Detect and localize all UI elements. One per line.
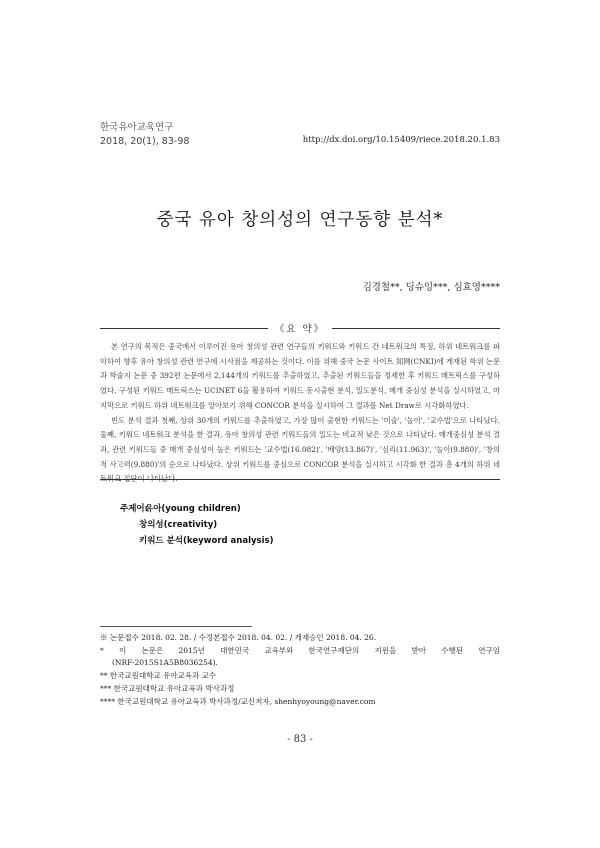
footnote-author: *** 한국교원대학교 유아교육과 박사과정 (100, 684, 235, 693)
keyword-item: 키워드 분석(keyword analysis) (139, 536, 274, 546)
footnote-dates: ※ 논문접수 2018. 02. 28. / 수정본접수 2018. 04. 02. / 게재승인 2018. 04. 26. (100, 633, 377, 642)
doi-link[interactable]: http://dx.doi.org/10.15409/riece.2018.20.1.83 (302, 135, 500, 145)
footnote-author: ** 한국교원대학교 유아교육과 교수 (100, 671, 217, 680)
journal-volume: 2018, 20(1), 83-98 (100, 136, 190, 147)
abstract-body (100, 340, 500, 487)
footnote-rule (100, 626, 252, 627)
author-list: 김경철**, 딩슈잉***, 심효영**** (362, 282, 500, 293)
footnote-funding: * 이 논문은 2015년 대한민국 교육부와 한국연구재단의 지원을 받아 수행된 연구임 (100, 646, 500, 655)
journal-info (100, 121, 189, 149)
keyword-item: 창의성(creativity) (139, 520, 218, 530)
abstract-rule-right (332, 328, 500, 329)
abstract-heading-label: 《요 약》 (274, 324, 326, 335)
abstract-paragraph: 본 연구의 목적은 중국에서 이루어진 유아 창의성 관련 연구들의 키워드와 키워드 간 네트워크의 특징, 하위 네트워크를 파악하여 향후 유아 창의성 관련 연구에 시사점을 제공하는 것이다. 이를 위해 중국 논문 사이트 知网(CNKI)에 게재된 학위 논문과 학술지 논문 중 392편 논문에서 2,144개의 키워드를 추출하였고, 추출된 키워드들을 정제한 후 키워드 매트릭스를 구성하였다. 구성된 키워드 매트릭스는 UCINET 6을 활용하여 키워드 동시출현 분석, 밀도분석, 매개 중심성 분석을 실시하였고, 마지막으로 키워드 하위 네트워크를 알아보기 위해 CONCOR 분석을 실시하여 그 결과를 Net Draw로 시각화하였다. (100, 342, 500, 410)
journal-name: 한국유아교육연구 (100, 122, 174, 133)
paper-title: 중국 유아 창의성의 연구동향 분석* (156, 210, 444, 230)
abstract-paragraph: 빈도 분석 결과 첫째, 상위 30개의 키워드를 추출하였고, 가장 많이 출현한 키워드는 '미술', '놀이', '교수법'으로 나타났다. 둘째, 키워드 네트워크 분석을 한 결과, 유아 창의성 관련 키워드들의 밀도는 비교적 낮은 것으로 나타났다. 매개중심성 분석 결과, 관련 키워드들 중 매개 중심성이 높은 키워드는 '교수법(16.082)', '배양(13.867)', '심리(11.963)', '놀이(9.880)', '창의적 사고력(9.880)'의 순으로 나타났다. 상위 키워드를 중심으로 CONCOR 분석을 실시하고 시각화 한 결과 총 4개의 하위 네트워크 집단이 나타났다. (100, 415, 500, 484)
abstract-heading (100, 322, 500, 334)
keyword-item: 유아(young children) (145, 504, 241, 514)
page-number: - 83 - (287, 734, 313, 745)
abstract-bottom-rule (100, 479, 500, 480)
keywords-label: 주제어: (120, 504, 149, 514)
footnote-author: **** 한국교원대학교 유아교육과 박사과정/교신저자, shenhyoyoung@naver.com (100, 697, 376, 706)
footnote-funding-grant: (NRF-2015S1A5B8036254). (112, 658, 218, 667)
